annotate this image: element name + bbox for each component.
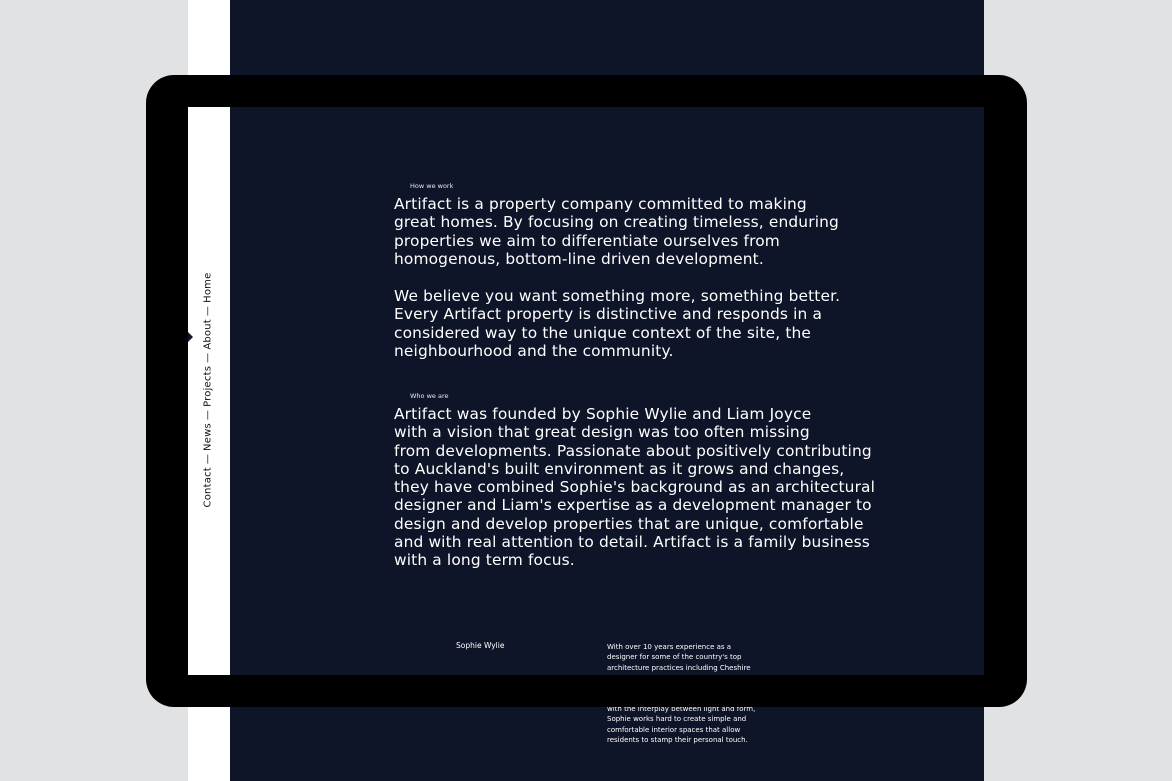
nav-separator: — bbox=[202, 409, 214, 421]
active-nav-indicator bbox=[188, 332, 193, 342]
nav-about[interactable]: About bbox=[202, 319, 214, 350]
team-member-bio: With over 10 years experience as a designer for some of the country's top architecture practices including Cheshire bbox=[607, 643, 751, 672]
nav-separator: — bbox=[202, 453, 214, 465]
section-label-who-we-are: Who we are bbox=[410, 392, 449, 400]
nav-projects[interactable]: Projects bbox=[202, 365, 214, 407]
vertical-navigation bbox=[203, 273, 214, 508]
nav-home[interactable]: Home bbox=[202, 272, 214, 303]
team-bio-continued: with the interplay between light and form, Sophie works hard to create simple and comfortable interior spaces that allow residents to stamp their personal touch. bbox=[607, 705, 756, 745]
who-we-are-paragraph: Artifact was founded by Sophie Wylie and Liam Joyce with a vision that great design was too often missing from developments. Passionate about positively contributing to Auckland's built environment as it grows and changes, they have combined Sophie's background as an architectural designer and Liam's expertise as a development manager to design and develop properties that are unique, comfortable and with real attention to detail. Artifact is a family business with a long term focus. bbox=[394, 405, 876, 570]
tablet-screen bbox=[188, 107, 984, 675]
nav-news[interactable]: News bbox=[202, 423, 214, 451]
team-member-name: Sophie Wylie bbox=[456, 641, 505, 650]
main-content bbox=[230, 107, 984, 675]
sidebar bbox=[188, 107, 230, 675]
how-we-work-paragraph-1: Artifact is a property company committed to making great homes. By focusing on creating timeless, enduring properties we aim to differentiate ourselves from homogenous, bottom-line driven development. bbox=[394, 195, 839, 268]
section-label-how-we-work: How we work bbox=[410, 182, 454, 190]
how-we-work-paragraph-2: We believe you want something more, something better. Every Artifact property is distinctive and responds in a considered way to the unique context of the site, the neighbourhood and the community. bbox=[394, 287, 841, 360]
nav-separator: — bbox=[202, 305, 214, 317]
nav-separator: — bbox=[202, 352, 214, 363]
nav-contact[interactable]: Contact bbox=[202, 467, 214, 508]
